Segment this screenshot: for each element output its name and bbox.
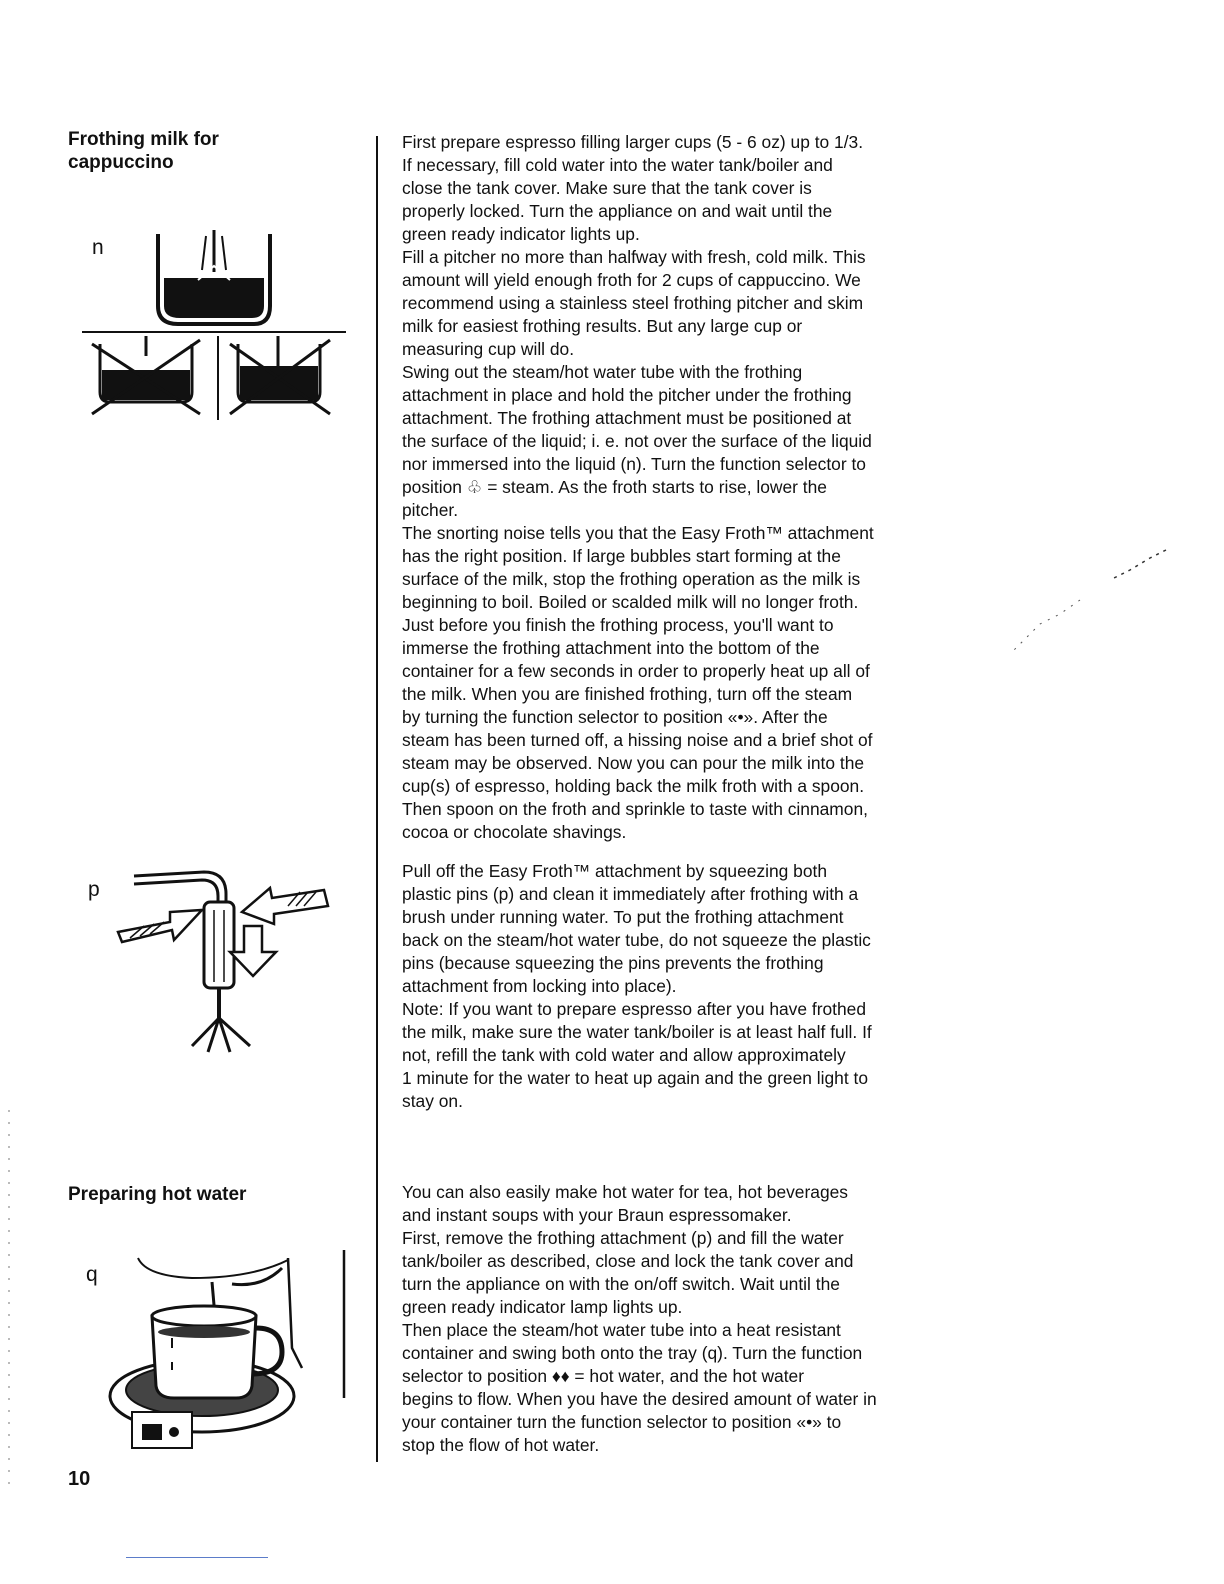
text-line: properly locked. Turn the appliance on and wait until the: [402, 201, 833, 221]
figure-label-n: n: [92, 236, 104, 259]
text-line: immerse the frothing attachment into the bottom of the: [402, 638, 820, 658]
scan-artifact-underline: [126, 1557, 268, 1558]
text-line: measuring cup will do.: [402, 339, 575, 359]
text-line: pitcher.: [402, 500, 459, 520]
text-line: back on the steam/hot water tube, do not squeeze the plastic: [402, 930, 871, 950]
text-line: cocoa or chocolate shavings.: [402, 822, 627, 842]
text-line: brush under running water. To put the frothing attachment: [402, 907, 844, 927]
text-line: nor immersed into the liquid (n). Turn the function selector to: [402, 454, 866, 474]
text-line: beginning to boil. Boiled or scalded milk will no longer froth.: [402, 592, 859, 612]
text-line: You can also easily make hot water for tea, hot beverages: [402, 1182, 848, 1202]
heading-hot-water: Preparing hot water: [68, 1184, 247, 1205]
text-line: container and swing both onto the tray (q). Turn the function: [402, 1343, 863, 1363]
text-line: your container turn the function selector to position «•» to: [402, 1412, 842, 1432]
text-line: container for a few seconds in order to properly heat up all of: [402, 661, 870, 681]
text-line: First, remove the frothing attachment (p) and fill the water: [402, 1228, 844, 1248]
text-line: amount will yield enough froth for 2 cups of cappuccino. We: [402, 270, 861, 290]
scan-artifact-dots: [1000, 540, 1180, 660]
scan-artifact-left-edge: [4, 1110, 14, 1490]
text-line: by turning the function selector to position «•». After the: [402, 707, 828, 727]
text-line: stay on.: [402, 1091, 463, 1111]
text-line: close the tank cover. Make sure that the tank cover is: [402, 178, 812, 198]
text-line: selector to position ♦♦ = hot water, and the hot water: [402, 1366, 805, 1386]
text-line: position ♧ = steam. As the froth starts to rise, lower the: [402, 477, 827, 497]
text-line: and instant soups with your Braun espressomaker.: [402, 1205, 792, 1225]
text-line: surface of the milk, stop the frothing operation as the milk is: [402, 569, 861, 589]
text-line: recommend using a stainless steel frothing pitcher and skim: [402, 293, 864, 313]
frothing-paragraph-2: [402, 860, 967, 1113]
page-number: 10: [68, 1468, 91, 1490]
text-line: The snorting noise tells you that the Easy Froth™ attachment: [402, 523, 874, 543]
text-line: attachment from locking into place).: [402, 976, 677, 996]
text-line: Note: If you want to prepare espresso after you have frothed: [402, 999, 867, 1019]
text-line: Just before you finish the frothing process, you'll want to: [402, 615, 834, 635]
column-divider: [376, 136, 378, 1462]
figure-label-q: q: [86, 1263, 98, 1286]
text-line: First prepare espresso filling larger cups (5 - 6 oz) up to 1/3.: [402, 132, 864, 152]
text-line: milk for easiest frothing results. But any large cup or: [402, 316, 803, 336]
figure-q-hot-water-illustration: [112, 1248, 348, 1454]
text-line: green ready indicator lamp lights up.: [402, 1297, 683, 1317]
frothing-paragraph-1: [402, 131, 967, 844]
text-line: If necessary, fill cold water into the water tank/boiler and: [402, 155, 833, 175]
text-line: turn the appliance on with the on/off switch. Wait until the: [402, 1274, 840, 1294]
text-line: the surface of the liquid; i. e. not over the surface of the liquid: [402, 431, 872, 451]
text-line: Swing out the steam/hot water tube with the frothing: [402, 362, 803, 382]
text-line: pins (because squeezing the pins prevents the frothing: [402, 953, 824, 973]
text-line: Pull off the Easy Froth™ attachment by squeezing both: [402, 861, 828, 881]
text-line: attachment in place and hold the pitcher under the frothing: [402, 385, 852, 405]
text-line: cup(s) of espresso, holding back the milk froth with a spoon.: [402, 776, 865, 796]
text-line: begins to flow. When you have the desired amount of water in: [402, 1389, 877, 1409]
text-line: Fill a pitcher no more than halfway with fresh, cold milk. This: [402, 247, 866, 267]
text-line: 1 minute for the water to heat up again and the green light to: [402, 1068, 868, 1088]
text-line: steam may be observed. Now you can pour the milk into the: [402, 753, 865, 773]
text-line: attachment. The frothing attachment must be positioned at: [402, 408, 852, 428]
text-line: stop the flow of hot water.: [402, 1435, 600, 1455]
text-line: plastic pins (p) and clean it immediately after frothing with a: [402, 884, 859, 904]
text-line: tank/boiler as described, close and lock the tank cover and: [402, 1251, 854, 1271]
heading-frothing: Frothing milk for cappuccino: [68, 129, 219, 173]
text-line: has the right position. If large bubbles start forming at the: [402, 546, 841, 566]
text-line: green ready indicator lights up.: [402, 224, 640, 244]
text-line: the milk. When you are finished frothing, turn off the steam: [402, 684, 853, 704]
text-line: the milk, make sure the water tank/boiler is at least half full. If: [402, 1022, 872, 1042]
text-line: not, refill the tank with cold water and allow approximately: [402, 1045, 846, 1065]
figure-label-p: p: [88, 878, 100, 901]
hot-water-paragraph: [402, 1181, 967, 1457]
figure-p-attachment-illustration: [104, 862, 344, 1058]
figure-n-frothing-illustration: [78, 226, 350, 426]
text-line: Then spoon on the froth and sprinkle to taste with cinnamon,: [402, 799, 868, 819]
text-line: steam has been turned off, a hissing noise and a brief shot of: [402, 730, 873, 750]
text-line: Then place the steam/hot water tube into a heat resistant: [402, 1320, 841, 1340]
